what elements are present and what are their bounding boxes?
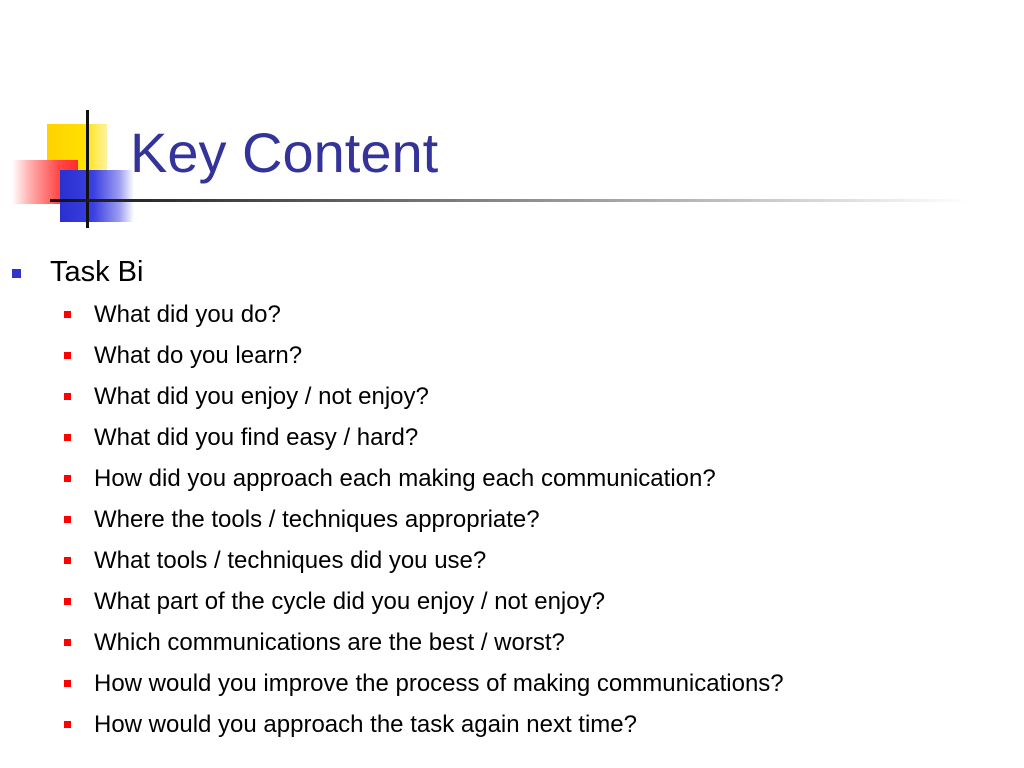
square-bullet-icon	[64, 393, 71, 400]
square-bullet-icon	[64, 352, 71, 359]
sub-bullet-text: What did you do?	[94, 301, 281, 328]
square-bullet-icon	[64, 434, 71, 441]
sub-bullet-text: What did you enjoy / not enjoy?	[94, 383, 429, 410]
sub-bullet-item	[0, 499, 1024, 540]
square-bullet-icon	[64, 598, 71, 605]
logo-blue-square	[60, 170, 134, 222]
sub-bullet-item	[0, 294, 1024, 335]
square-bullet-icon	[12, 269, 21, 278]
sub-bullet-item	[0, 417, 1024, 458]
sub-bullet-item	[0, 622, 1024, 663]
square-bullet-icon	[64, 475, 71, 482]
sub-bullet-item	[0, 704, 1024, 745]
title-underline	[50, 199, 970, 202]
slide-title: Key Content	[130, 121, 439, 184]
main-bullet-item	[0, 250, 1024, 294]
logo-vertical-line	[86, 110, 89, 228]
sub-bullet-text: How did you approach each making each communication?	[94, 465, 716, 492]
square-bullet-icon	[64, 557, 71, 564]
sub-bullet-item	[0, 335, 1024, 376]
square-bullet-icon	[64, 680, 71, 687]
sub-bullet-text: What do you learn?	[94, 342, 303, 369]
square-bullet-icon	[64, 516, 71, 523]
sub-bullet-item	[0, 663, 1024, 704]
sub-bullet-item	[0, 581, 1024, 622]
sub-bullet-text: Where the tools / techniques appropriate?	[94, 506, 540, 533]
sub-bullet-text: What tools / techniques did you use?	[94, 547, 487, 574]
sub-bullet-item	[0, 458, 1024, 499]
square-bullet-icon	[64, 311, 71, 318]
square-bullet-icon	[64, 639, 71, 646]
sub-bullet-text: How would you approach the task again next time?	[94, 711, 637, 738]
sub-bullet-text: What part of the cycle did you enjoy / not enjoy?	[94, 588, 605, 615]
sub-bullet-item	[0, 376, 1024, 417]
slide-content	[0, 250, 1024, 745]
sub-bullet-item	[0, 540, 1024, 581]
sub-bullet-text: What did you find easy / hard?	[94, 424, 419, 451]
sub-bullet-list	[0, 294, 1024, 745]
main-bullet-text: Task Bi	[50, 256, 144, 288]
sub-bullet-text: How would you improve the process of making communications?	[94, 670, 784, 697]
square-bullet-icon	[64, 721, 71, 728]
sub-bullet-text: Which communications are the best / worst?	[94, 629, 565, 656]
